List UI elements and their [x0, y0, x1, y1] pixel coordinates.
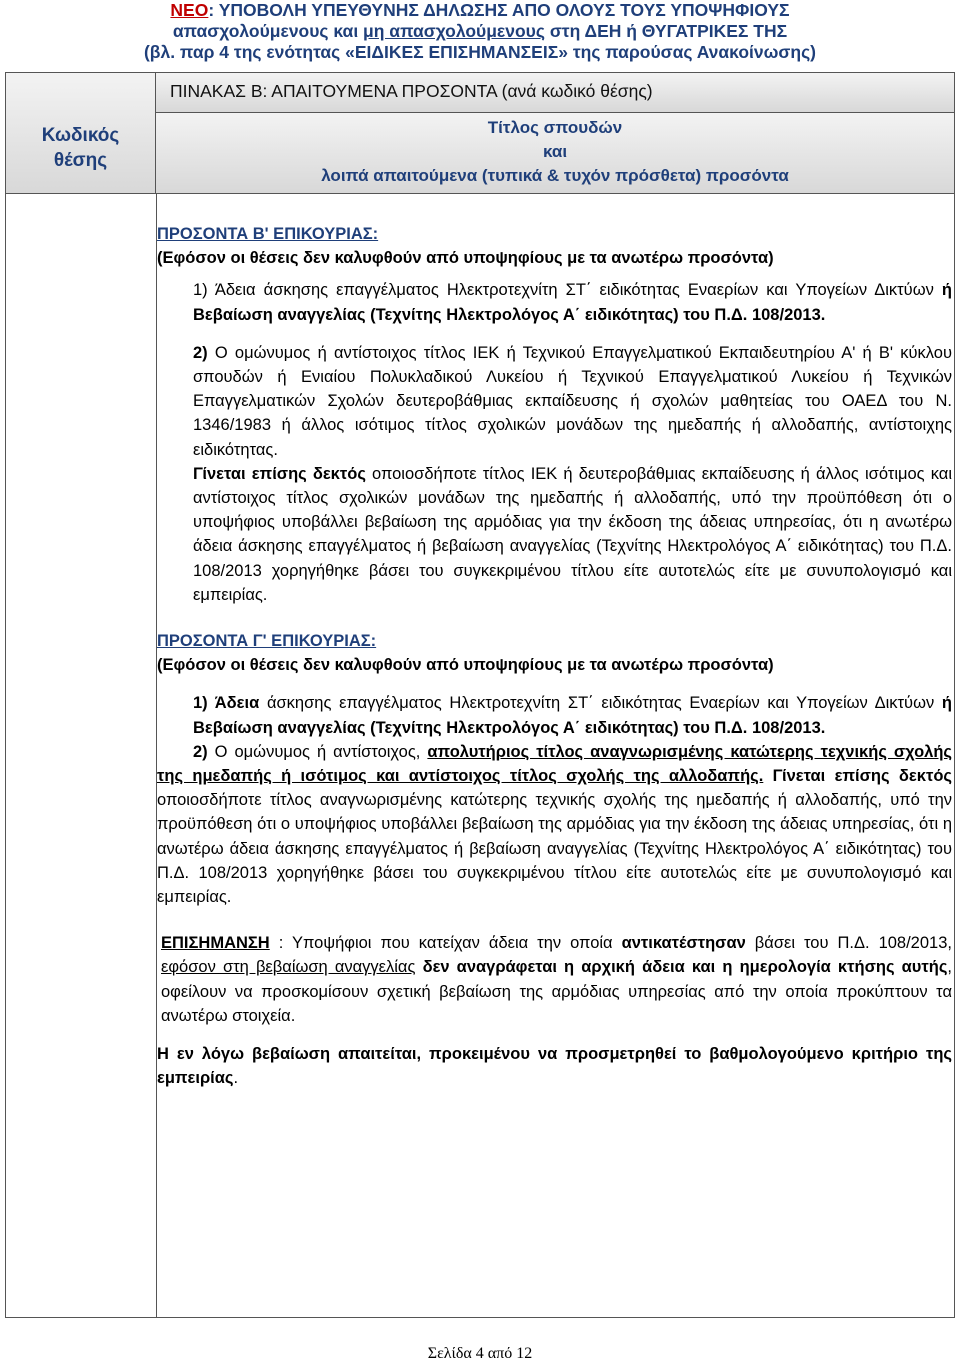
notice-line-3: (βλ. παρ 4 της ενότητας «ΕΙΔΙΚΕΣ ΕΠΙΣΗΜΑΝΣΕΙΣ» της παρούσας Ανακοίνωσης) [143, 42, 817, 62]
section-b-item-2: 2) Ο ομώνυμος ή αντίστοιχος τίτλος ΙΕΚ ή Τεχνικού Επαγγελματικού Εκπαιδευτηρίου Α' ή Β' κύκλου σπουδών ή Ενιαίου Πολυκλαδικού Λυκείου ή Τεχνικού Επαγγελματικού Λυκείου ή Τεχνικών Επαγγελματικών Σχολών δευτεροβάθμιας εκπαίδευσης ή σχολών μαθητείας του ΟΑΕΔ του Ν. 1346/1983 ή άλλος ισότιμος τίτλος σχολικών μονάδων της ημεδαπής ή αλλοδαπής, αντίστοιχης ειδικότητας. [193, 343, 952, 459]
note-paragraph: ΕΠΙΣΗΜΑΝΣΗ : Υποψήφιοι που κατείχαν άδεια την οποία αντικατέστησαν βάσει του Π.Δ. 108/2013, εφόσον στη βεβαίωση αναγγελίας δεν αναγράφεται η αρχική άδεια και η ημερολογία κτήσης αυτής, οφείλουν να προσκομίσουν σχετική βεβαίωση της αρμόδιας υπηρεσίας από την οποία προκύπτουν τα ανωτέρω στοιχεία. [161, 934, 952, 1025]
final-statement: Η εν λόγω βεβαίωση απαιτείται, προκειμένου να προσμετρηθεί το βαθμολογούμενο κριτήριο της εμπειρίας. [157, 1045, 952, 1088]
section-b-also-accepted: Γίνεται επίσης δεκτός οποιοσδήποτε τίτλος ΙΕΚ ή δευτεροβάθμιας εκπαίδευσης ή άλλος ισότιμος και αντίστοιχος τίτλος σχολικών μονάδων της ημεδαπής ή αλλοδαπής, υπό την προϋπόθεση ότι ο υποψήφιος υποβάλλει βεβαίωση της αρμόδιας για την έκδοση της άδειας υπηρεσίας, ότι η ανωτέρω άδεια άσκησης επαγγέλματος ή βεβαίωση αναγγελίας (Τεχνίτης Ηλεκτρολόγος Α΄ ειδικότητας) του Π.Δ. 108/2013 χορηγήθηκε βάσει του συγκεκριμένου τίτλου είτε αυτοτελώς είτε με συνυπολογισμό και εμπειρίας. [193, 464, 952, 604]
notice-banner [0, 0, 960, 63]
qualifications-cell [157, 222, 952, 1091]
section-c-item-2: 2) Ο ομώνυμος ή αντίστοιχος, απολυτήριος τίτλος αναγνωρισμένης κατώτερης τεχνικής σχολής της ημεδαπής ή ισότιμος και αντίστοιχος τίτλος σχολής της αλλοδαπής. Γίνεται επίσης δεκτός οποιοσδήποτε τίτλος αναγνωρισμένης κατώτερης τεχνικής σχολής της ημεδαπής ή αλλοδαπής, υπό την προϋπόθεση ότι ο υποψήφιος υποβάλλει βεβαίωση της αρμόδιας για την έκδοση της άδειας υπηρεσίας, ότι η ανωτέρω άδεια άσκησης επαγγέλματος ή βεβαίωση αναγγελίας (Τεχνίτης Ηλεκτρολόγος Α΄ ειδικότητας) του Π.Δ. 108/2013 χορηγήθηκε βάσει του συγκεκριμένου τίτλου είτε αυτοτελώς είτε με συνυπολογισμό και εμπειρίας. [157, 742, 953, 907]
note-label: ΕΠΙΣΗΜΑΝΣΗ [161, 934, 270, 953]
header-divider [6, 193, 954, 194]
notice-line-1: ΝΕΟ: ΥΠΟΒΟΛΗ ΥΠΕΥΘΥΝΗΣ ΔΗΛΩΣΗΣ ΑΠΟ ΟΛΟΥΣ ΤΟΥΣ ΥΠΟΨΗΦΙΟΥΣ [170, 0, 790, 20]
section-b-condition: (Εφόσον οι θέσεις δεν καλυφθούν από υποψηφίους με τα ανωτέρω προσόντα) [157, 249, 774, 268]
section-c-heading: ΠΡΟΣΟΝΤΑ Γ' ΕΠΙΚΟΥΡΙΑΣ: [157, 632, 377, 651]
section-b-item-1: 1) Άδεια άσκησης επαγγέλματος Ηλεκτροτεχνίτη ΣΤ΄ ειδικότητας Εναερίων και Υπογείων Δικτύων ή Βεβαίωση αναγγελίας (Τεχνίτης Ηλεκτρολόγος Α΄ ειδικότητας) του Π.Δ. 108/2013. [193, 281, 952, 324]
page-number: Σελίδα 4 από 12 [427, 1345, 533, 1362]
section-c-item-1: 1) Άδεια άσκησης επαγγέλματος Ηλεκτροτεχνίτη ΣΤ΄ ειδικότητας Εναερίων και Υπογείων Δικτύων ή Βεβαίωση αναγγελίας (Τεχνίτης Ηλεκτρολόγος Α΄ ειδικότητας) του Π.Δ. 108/2013. [193, 694, 953, 737]
section-b-heading: ΠΡΟΣΟΝΤΑ Β' ΕΠΙΚΟΥΡΙΑΣ: [157, 225, 379, 243]
notice-line-2: απασχολούμενους και μη απασχολούμενους στη ΔΕΗ ή ΘΥΓΑΤΡΙΚΕΣ ΤΗΣ [172, 21, 788, 41]
notice-new-label: ΝΕΟ [170, 0, 209, 20]
column-header-qualifications: Τίτλος σπουδών και λοιπά απαιτούμενα (τυπικά & τυχόν πρόσθετα) προσόντα [156, 113, 954, 193]
table-title: ΠΙΝΑΚΑΣ Β: ΑΠΑΙΤΟΥΜΕΝΑ ΠΡΟΣΟΝΤΑ (ανά κωδικό θέσης) [156, 73, 954, 113]
section-c-condition: (Εφόσον οι θέσεις δεν καλυφθούν από υποψηφίους με τα ανωτέρω προσόντα) [157, 656, 774, 675]
column-header-code: Κωδικός θέσης [6, 73, 156, 193]
